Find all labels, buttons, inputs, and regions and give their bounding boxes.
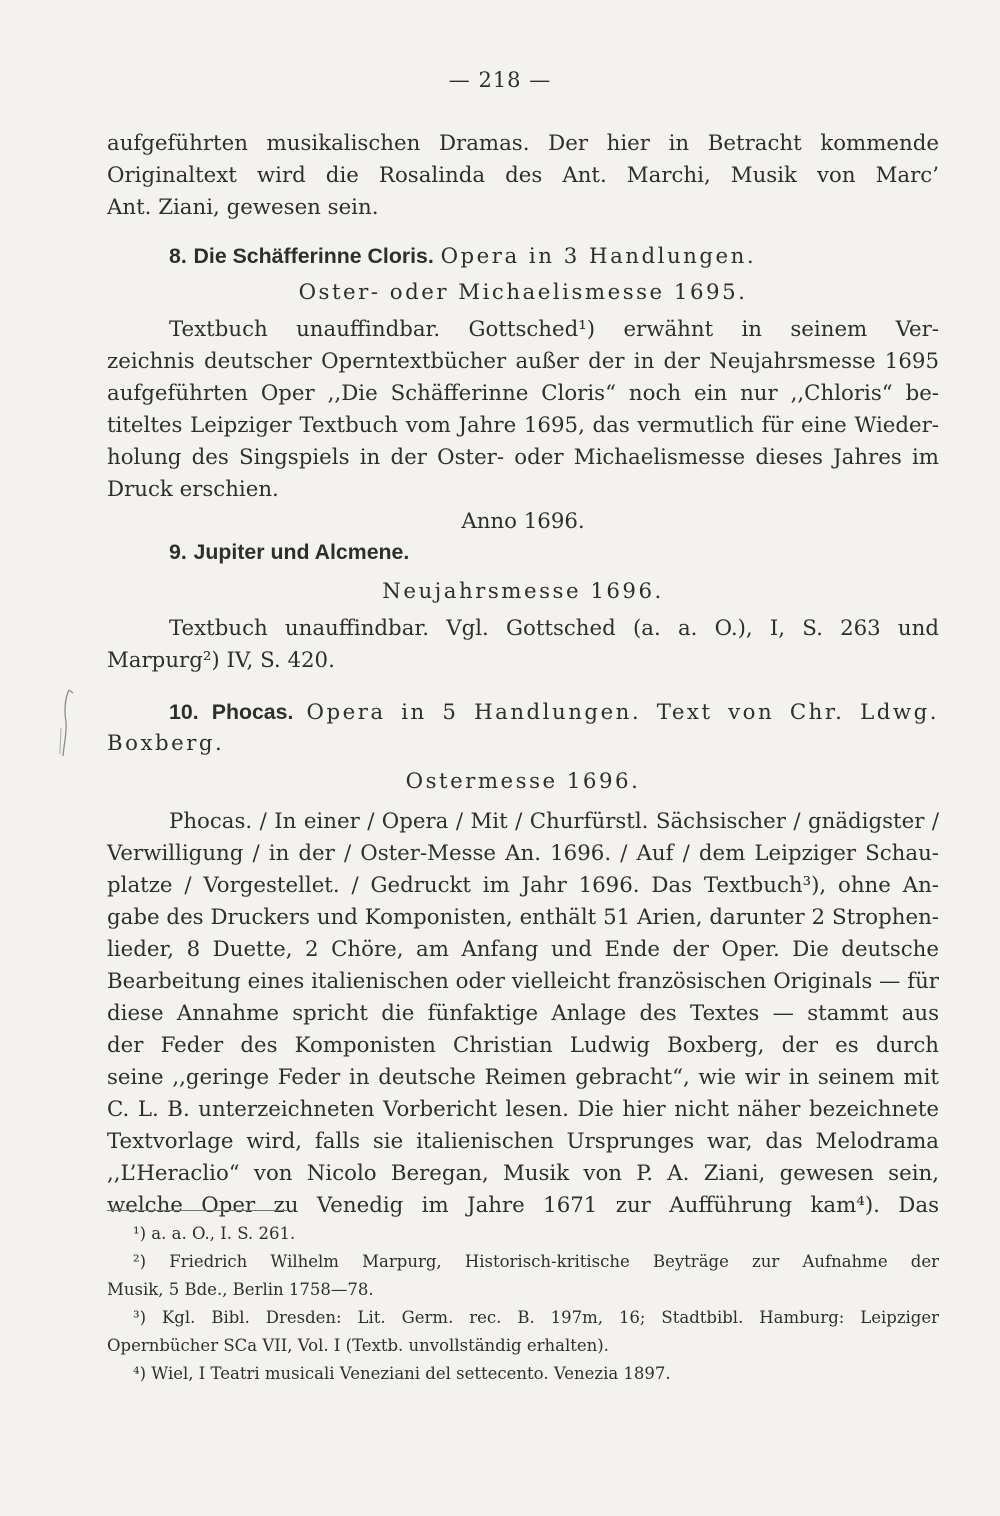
text-line: Originaltext wird die Rosalinda des Ant. Marchi, Musik von Marc’ (107, 163, 939, 188)
section-10-body (107, 806, 939, 1222)
text-line: lieder, 8 Duette, 2 Chöre, am Anfang und Ende der Oper. Die deutsche (107, 937, 939, 962)
text-line: aufgeführten musikalischen Dramas. Der hier in Betracht kommende (107, 131, 939, 156)
year-heading-block (107, 506, 939, 538)
intro-paragraph (107, 128, 939, 224)
fair-line: Neujahrsmesse 1696. (382, 579, 664, 604)
footnote-3: ³) Kgl. Bibl. Dresden: Lit. Germ. rec. B. 197m, 16; Stadtbibl. Hamburg: Leipziger (133, 1308, 939, 1327)
section-8-body (107, 314, 939, 506)
section-title: Phocas. (211, 700, 294, 724)
text-line: seine ,,geringe Feder in deutsche Reimen gebracht“, wie wir in seinem mit (107, 1065, 939, 1090)
text-line: Textbuch unauffindbar. Vgl. Gottsched (a. a. O.), I, S. 263 und (169, 616, 939, 641)
text-line: aufgeführten Oper ,,Die Schäfferinne Cloris“ noch ein nur ,,Chloris“ be- (107, 381, 939, 406)
footnote-divider (107, 1210, 287, 1211)
section-number: 10. (169, 700, 199, 724)
section-number: 8. (169, 244, 187, 268)
year-heading: Anno 1696. (461, 509, 585, 534)
text-line: der Feder des Komponisten Christian Ludwig Boxberg, der es durch (107, 1033, 939, 1058)
section-8 (107, 240, 939, 506)
text-line: Phocas. / In einer / Opera / Mit / Churfürstl. Sächsischer / gnädigster / (169, 809, 939, 834)
section-subtitle: Opera in 3 Handlungen. (440, 244, 757, 269)
section-title: Jupiter und Alcmene. (193, 540, 410, 564)
footnote-1: ¹) a. a. O., I. S. 261. (133, 1224, 296, 1243)
text-line: Druck erschien. (107, 477, 279, 502)
footnote-2-continued: Musik, 5 Bde., Berlin 1758—78. (107, 1280, 374, 1299)
footnotes (107, 1220, 939, 1388)
text-line: holung des Singspiels in der Oster- oder Michaelismesse dieses Jahres im (107, 445, 939, 470)
section-number: 9. (169, 540, 187, 564)
margin-pencil-mark (58, 688, 74, 758)
text-line: Bearbeitung eines italienischen oder vielleicht französischen Originals — für (107, 969, 939, 994)
footnote-3-continued: Opernbücher SCa VII, Vol. I (Textb. unvollständig erhalten). (107, 1336, 609, 1355)
text-line: Ant. Ziani, gewesen sein. (107, 195, 379, 220)
footnote-2: ²) Friedrich Wilhelm Marpurg, Historisch-kritische Beyträge zur Aufnahme der (133, 1252, 939, 1271)
text-line: zeichnis deutscher Operntextbücher außer der in der Neujahrsmesse 1695 (107, 349, 939, 374)
section-9-body (107, 613, 939, 677)
text-line: C. L. B. unterzeichneten Vorbericht lesen. Die hier nicht näher bezeichnete (107, 1097, 939, 1122)
section-10-heading (107, 696, 939, 728)
text-line: gabe des Druckers und Komponisten, enthält 51 Arien, darunter 2 Strophen- (107, 905, 939, 930)
section-subtitle-continued: Boxberg. (107, 731, 225, 756)
section-9 (107, 536, 939, 677)
fair-line: Ostermesse 1696. (405, 769, 641, 794)
text-line: Textvorlage wird, falls sie italienischen Ursprunges war, das Melodrama (107, 1129, 939, 1154)
text-line: diese Annahme spricht die fünfaktige Anlage des Textes — stammt aus (107, 1001, 939, 1026)
text-line: Textbuch unauffindbar. Gottsched¹) erwähnt in seinem Ver- (169, 317, 939, 342)
text-line: Verwilligung / in der / Oster-Messe An. 1696. / Auf / dem Leipziger Schau- (107, 841, 939, 866)
section-subtitle: Opera in 5 Handlungen. Text von Chr. Ldwg. (306, 700, 939, 725)
section-8-heading (107, 240, 939, 272)
footnote-4: ⁴) Wiel, I Teatri musicali Veneziani del settecento. Venezia 1897. (133, 1364, 671, 1383)
section-10 (107, 696, 939, 1222)
text-line: platze / Vorgestellet. / Gedruckt im Jahr 1696. Das Textbuch³), ohne An- (107, 873, 939, 898)
text-line: Marpurg²) IV, S. 420. (107, 648, 335, 673)
fair-line: Oster- oder Michaelismesse 1695. (298, 280, 748, 305)
text-line: ,,L’Heraclio“ von Nicolo Beregan, Musik von P. A. Ziani, gewesen sein, (107, 1161, 939, 1186)
page-number: — 218 — (448, 68, 552, 92)
text-line: titeltes Leipziger Textbuch vom Jahre 1695, das vermutlich für eine Wieder- (107, 413, 939, 438)
text-line: welche Oper zu Venedig im Jahre 1671 zur Aufführung kam⁴). Das (107, 1193, 939, 1218)
section-title: Die Schäfferinne Cloris. (193, 244, 434, 268)
section-9-heading (107, 536, 939, 568)
